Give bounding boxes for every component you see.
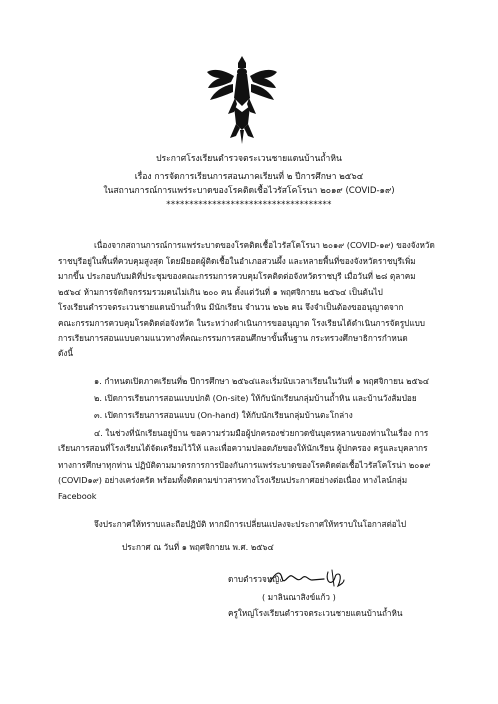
list-item-4-line: เรียนการสอนที่โรงเรียนได้จัดเตรียมไว้ให้ และเพื่อความปลอดภัยของให้นักเรียน ผู้ปกครอง ครูและบุคลากร [58,443,428,453]
announcement-date: ประกาศ ณ วันที่ ๑ พฤศจิกายน พ.ศ. ๒๕๖๔ [122,542,274,552]
body-line: โรงเรียนตำรวจตระเวนชายแดนบ้านถ้ำหิน มีนักเรียน จำนวน ๒๖๒ คน จึงจำเป็นต้องขออนุญาตจาก [58,302,404,312]
closing-statement: จึงประกาศให้ทราบและถือปฏิบัติ หากมีการเปลี่ยนแปลงจะประกาศให้ทราบในโอกาสต่อไป [94,519,407,529]
body-line: คณะกรรมการควบคุมโรคติดต่อจังหวัด ในระหว่างดำเนินการขออนุญาต โรงเรียนได้ดำเนินการจัดรูปแบบ [58,318,425,328]
body-line: การเรียนการสอนแบบตามแนวทางที่คณะกรรมการสอนศึกษาขั้นพื้นฐาน กระทรวงศึกษาธิการกำหนด [58,333,408,343]
announcement-title: ประกาศโรงเรียนตำรวจตระเวนชายแดนบ้านถ้ำหิน [156,154,342,164]
list-item-4-line: ทางการศึกษาทุกท่าน ปฏิบัติตามมาตรการการป้องกันการแพร่ระบาดของโรคติดต่อเชื้อไวรัสโคโรน่า ๒๐๑๙ [58,460,431,470]
announcement-subject: เรื่อง การจัดการเรียนการสอนภาคเรียนที่ ๒ ปีการศึกษา ๒๕๖๔ [134,172,364,182]
signer-name: ( มาลินณาสิงข์แก้ว ) [262,592,336,602]
list-item-4-line: Facebook [58,491,97,501]
signer-rank: ดาบตำรวจหญิง [228,574,284,584]
body-line: ๒๕๖๔ ห้ามการจัดกิจกรรมรวมคนไม่เกิน ๒๐๐ คน ตั้งแต่วันที่ ๑ พฤศจิกายน ๒๕๖๔ เป็นต้นไป [58,287,383,297]
list-item-2: ๒. เปิดการเรียนการสอนแบบปกติ (On-site) ให้กับนักเรียนกลุ่มบ้านถ้ำหิน และบ้านวังส้มป่อย [94,393,417,403]
announcement-context: ในสถานการณ์การแพร่ระบาดของโรคติดเชื้อไวรัสโคโรนา ๒๐๑๙ (COVID-๑๙) [103,186,395,196]
body-line: ราชบุรีอยู่ในพื้นที่ควบคุมสูงสุด โดยมียอดผู้ติดเชื้อในอำเภอสวนผึ้ง และหลายพื้นที่ของจังหวัดราชบุรีเพิ่ม [58,256,416,266]
list-item-1: ๑. กำหนดเปิดภาคเรียนที่๒ ปีการศึกษา ๒๕๖๔และเริ่มนับเวลาเรียนในวันที่ ๑ พฤศจิกายน ๒๕๖๔ [94,376,430,386]
body-line: เนื่องจากสถานการณ์การแพร่ระบาดของโรคติดเชื้อไวรัสโคโรนา ๒๐๑๙ (COVID-๑๙) ของจังหวัด [94,240,435,250]
separator-stars: ************************************ [166,200,332,210]
body-line: ดังนี้ [58,348,73,358]
handwritten-signature [268,566,346,590]
list-item-4-line: ๔. ในช่วงที่นักเรียนอยู่บ้าน ขอความร่วมมือผู้ปกครองช่วยกวดขันบุตรหลานของท่านในเรื่อง การ [94,428,429,438]
list-item-3: ๓. เปิดการเรียนการสอนแบบ (On-hand) ให้กับนักเรียนกลุ่มบ้านตะโกล่าง [94,410,353,420]
signer-position: ครูใหญ่โรงเรียนตำรวจตระเวนชายแดนบ้านถ้ำหิน [228,608,403,618]
list-item-4-line: (COVID๑๙) อย่างเคร่งครัด พร้อมทั้งติดตามข่าวสารทางโรงเรียนประกาศอย่างต่อเนื่อง ทางไลน์กลุ่ม [58,475,408,485]
body-line: มากขึ้น ประกอบกับมติที่ประชุมของคณะกรรมการควบคุมโรคติดต่อจังหวัดราชบุรี เมื่อวันที่ ๒๘ ตุลาคม [58,271,416,281]
garuda-emblem-icon [204,54,280,146]
